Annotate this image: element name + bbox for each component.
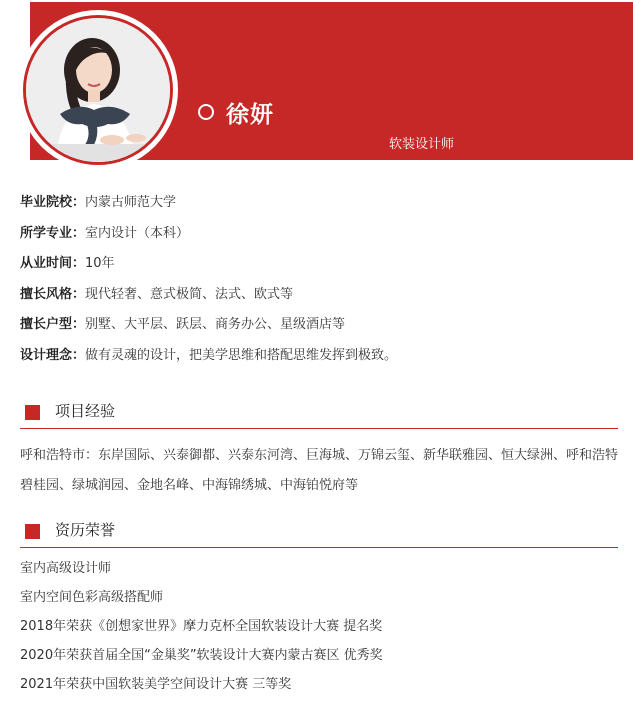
info-major	[20, 224, 620, 255]
info-value: 10年	[85, 256, 115, 271]
square-icon	[25, 524, 40, 539]
info-philosophy	[20, 346, 620, 377]
info-value: 别墅、大平层、跃层、商务办公、星级酒店等	[85, 317, 346, 332]
projects-section	[20, 401, 618, 501]
info-label: 毕业院校：	[20, 195, 86, 210]
info-style	[20, 285, 620, 316]
section-header	[20, 401, 618, 429]
section-header	[20, 520, 618, 548]
info-value: 做有灵魂的设计，把美学思维和搭配思维发挥到极致。	[85, 347, 398, 363]
section-title: 项目经验	[55, 402, 116, 420]
info-experience	[20, 254, 620, 285]
list-item: 室内空间色彩高级搭配师	[20, 590, 164, 605]
list-item: 室内高级设计师	[20, 561, 112, 576]
honors-list	[20, 559, 618, 704]
designer-title: 软装设计师	[389, 137, 455, 152]
info-label: 设计理念：	[20, 347, 86, 363]
info-list	[20, 193, 620, 376]
info-school	[20, 193, 620, 224]
info-label: 从业时间：	[20, 256, 86, 271]
portrait-illustration	[26, 18, 170, 162]
name-row	[198, 98, 274, 126]
honors-section	[20, 520, 618, 704]
circle-icon	[198, 104, 214, 120]
info-value: 室内设计（本科）	[85, 225, 190, 241]
list-item: 2020年荣获首届全国“金巢奖”软装设计大赛内蒙古赛区 优秀奖	[20, 648, 383, 663]
avatar	[18, 10, 178, 170]
info-value: 内蒙古师范大学	[85, 195, 177, 210]
list-item: 2021年荣获中国软装美学空间设计大赛 三等奖	[20, 677, 292, 692]
avatar-portrait	[26, 18, 170, 162]
info-label: 擅长户型：	[20, 317, 86, 332]
list-item: 2018年荣获《创想家世界》摩力克杯全国软装设计大赛 提名奖	[20, 619, 383, 634]
info-house-type	[20, 315, 620, 346]
square-icon	[25, 405, 40, 420]
projects-text: 呼和浩特市：东岸国际、兴泰御都、兴泰东河湾、巨海城、万锦云玺、新华联雅园、恒大绿洲、呼和浩特碧桂园、绿城润园、金地名峰、中海锦绣城、中海铂悦府等	[20, 448, 619, 493]
section-title: 资历荣誉	[55, 521, 116, 539]
info-label: 擅长风格：	[20, 286, 86, 302]
info-value: 现代轻奢、意式极简、法式、欧式等	[85, 286, 294, 302]
designer-name: 徐妍	[226, 101, 274, 128]
info-label: 所学专业：	[20, 225, 86, 241]
